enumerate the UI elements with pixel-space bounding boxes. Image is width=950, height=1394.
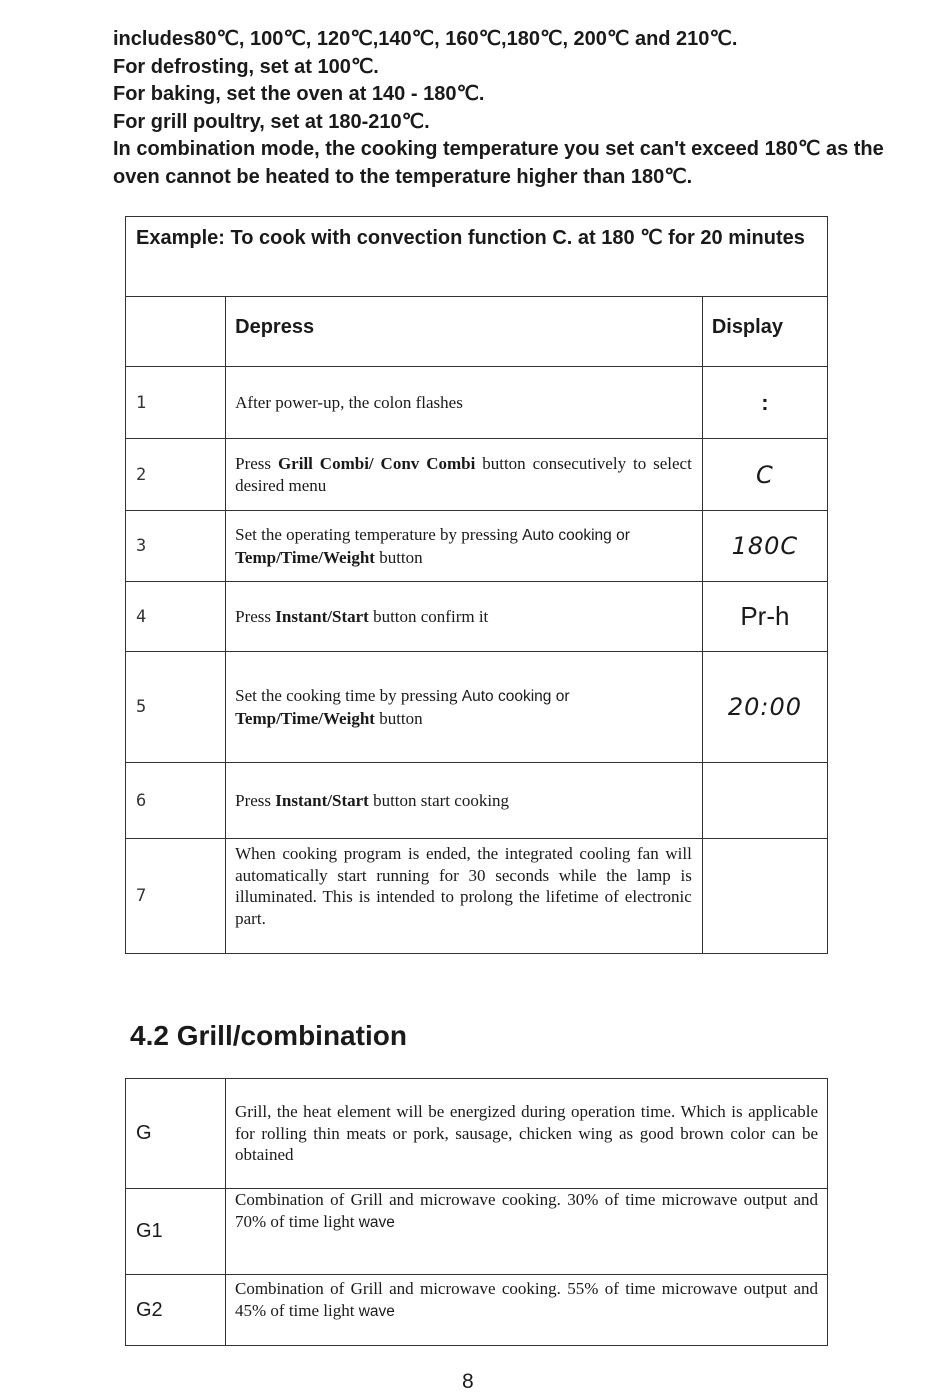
step-display	[702, 511, 827, 582]
depress-header: Depress	[226, 297, 703, 367]
example-table	[125, 216, 828, 954]
intro-text	[113, 26, 943, 192]
header-blank-cell	[126, 297, 226, 367]
step-description: When cooking program is ended, the integrated cooling fan will automatically start running for 30 seconds while the lamp is illuminated. This is intended to prolong the lifetime of electronic part.	[226, 839, 703, 954]
intro-line: For baking, set the oven at 140 - 180℃.	[113, 83, 485, 106]
mode-code: G1	[126, 1189, 226, 1275]
intro-line: For grill poultry, set at 180-210℃.	[113, 110, 430, 133]
step-display	[702, 439, 827, 511]
step-number: 7	[126, 839, 226, 954]
mode-description: Combination of Grill and microwave cooking. 30% of time microwave output and 70% of time light wave	[226, 1189, 828, 1275]
display-readout: :	[761, 389, 769, 415]
mode-code: G2	[126, 1275, 226, 1346]
step-number: 2	[126, 439, 226, 511]
step-description: Press Instant/Start button confirm it	[226, 582, 703, 652]
button-name: Instant/Start	[275, 606, 369, 626]
intro-line: includes80℃, 100℃, 120℃,140℃, 160℃,180℃, 200℃ and 210℃.	[113, 28, 738, 50]
display-readout: Pr-h	[740, 601, 790, 631]
step-number: 6	[126, 763, 226, 839]
display-readout: 20:00	[727, 693, 802, 721]
step-number: 3	[126, 511, 226, 582]
step-row	[126, 439, 828, 511]
mode-row	[126, 1275, 828, 1346]
mode-row	[126, 1189, 828, 1275]
button-name: Grill Combi/ Conv Combi	[277, 454, 476, 473]
step-row	[126, 367, 828, 439]
step-display	[702, 582, 827, 652]
step-row	[126, 839, 828, 954]
section-heading: 4.2 Grill/combination	[130, 1020, 407, 1051]
step-description: Press Instant/Start button start cooking	[226, 763, 703, 839]
mode-row	[126, 1079, 828, 1189]
step-display	[702, 652, 827, 763]
step-row	[126, 652, 828, 763]
step-display	[702, 763, 827, 839]
step-display	[702, 839, 827, 954]
intro-line: For defrosting, set at 100℃.	[113, 55, 379, 78]
example-caption: Example: To cook with convection function C. at 180 ℃ for 20 minutes	[126, 217, 828, 297]
mode-description: Grill, the heat element will be energized during operation time. Which is applicable for rolling thin meats or pork, sausage, chicken wing as good brown color can be obtained	[226, 1079, 828, 1189]
button-name: Temp/Time/Weight	[235, 708, 375, 728]
step-number: 4	[126, 582, 226, 652]
step-description: Press Grill Combi/ Conv Combi button consecutively to select desired menu	[226, 439, 703, 511]
button-name: Instant/Start	[275, 790, 369, 810]
step-row	[126, 582, 828, 652]
page-number: 8	[462, 1370, 474, 1393]
grill-modes-table	[125, 1078, 828, 1346]
step-number: 5	[126, 652, 226, 763]
step-display	[702, 367, 827, 439]
display-readout: 180C	[731, 532, 799, 560]
step-description: Set the cooking time by pressing Auto cooking or Temp/Time/Weight button	[226, 652, 703, 763]
step-row	[126, 763, 828, 839]
intro-line: In combination mode, the cooking temperature you set can't exceed 180℃ as the	[113, 138, 884, 161]
mode-code: G	[126, 1079, 226, 1189]
button-name: Temp/Time/Weight	[235, 547, 375, 567]
step-description: After power-up, the colon flashes	[226, 367, 703, 439]
mode-description: Combination of Grill and microwave cooking. 55% of time microwave output and 45% of time light wave	[226, 1275, 828, 1346]
display-header: Display	[702, 297, 827, 367]
step-number: 1	[126, 367, 226, 439]
step-row	[126, 511, 828, 582]
intro-line: oven cannot be heated to the temperature higher than 180℃.	[113, 165, 693, 188]
display-readout: C	[756, 460, 774, 489]
step-description: Set the operating temperature by pressing Auto cooking or Temp/Time/Weight button	[226, 511, 703, 582]
